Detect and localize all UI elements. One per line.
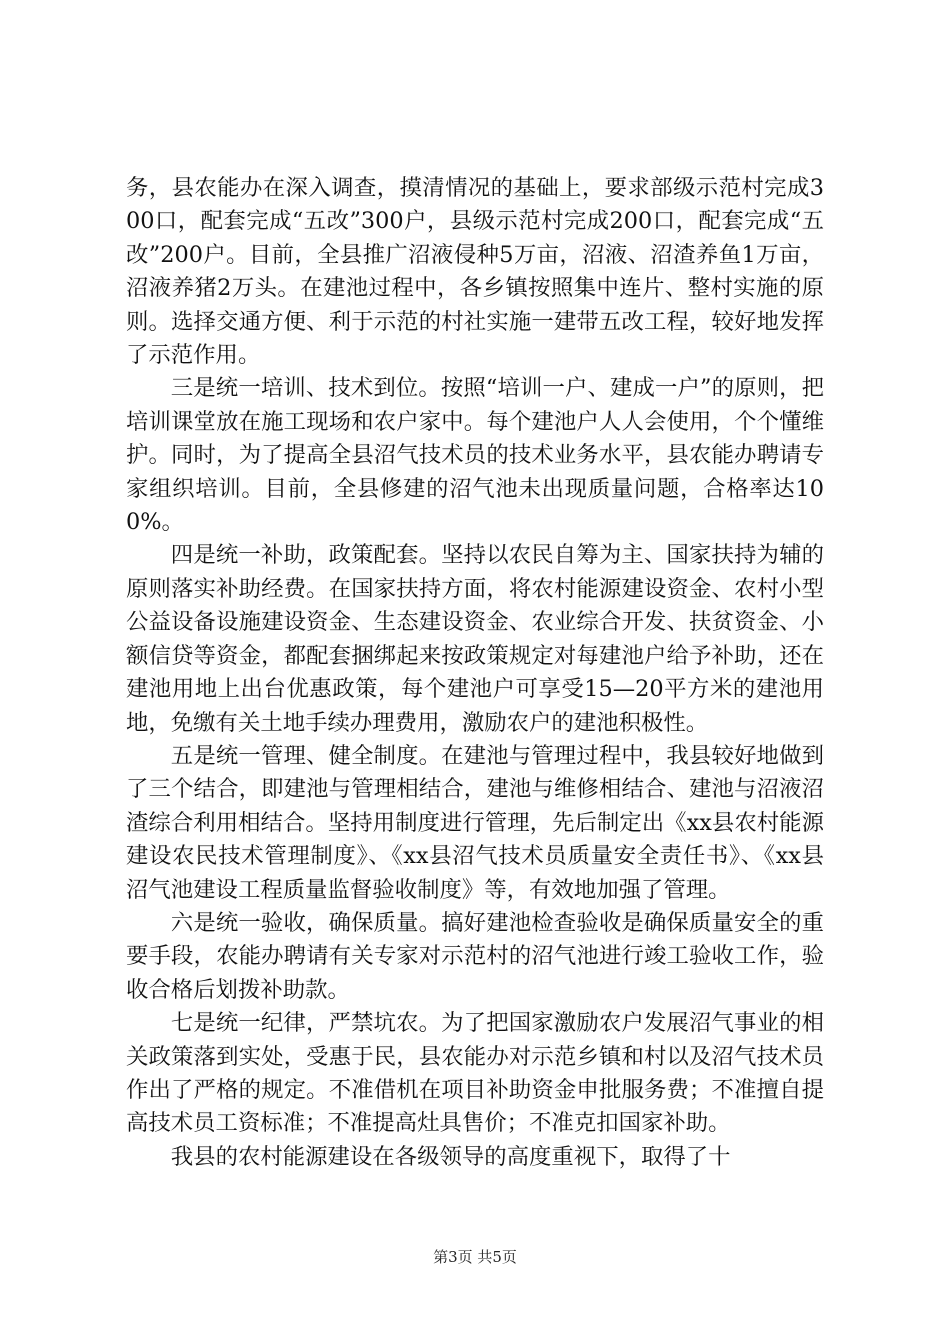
paragraph-training: 三是统一培训、技术到位。按照“培训一户、建成一户”的原则，把培训课堂放在施工现场和农户家中。每个建池户人人会使用，个个懂维护。同时，为了提高全县沼气技术员的技术业务水平，县农能办聘请专家组织培训。目前，全县修建的沼气池未出现质量问题，合格率达100%。: [126, 375, 824, 536]
paragraph-summary-start: 我县的农村能源建设在各级领导的高度重视下，取得了十: [170, 1143, 731, 1170]
paragraph-continued: 务，县农能办在深入调查，摸清情况的基础上，要求部级示范村完成300口，配套完成“五改”300户，县级示范村完成200口，配套完成“五改”200户。目前，全县推广沼液侵种5万亩，沼液、沼渣养鱼1万亩，沼液养猪2万头。在建池过程中，各乡镇按照集中连片、整村实施的原则。选择交通方便、利于示范的村社实施一建带五改工程，较好地发挥了示范作用。: [126, 175, 824, 369]
paragraph-subsidy: 四是统一补助，政策配套。坚持以农民自筹为主、国家扶持为辅的原则落实补助经费。在国家扶持方面，将农村能源建设资金、农村小型公益设备设施建设资金、生态建设资金、农业综合开发、扶贫资金、小额信贷等资金，都配套捆绑起来按政策规定对每建池户给予补助，还在建池用地上出台优惠政策，每个建池户可享受15—20平方米的建池用地，免缴有关土地手续办理费用，激励农户的建池积极性。: [126, 542, 824, 736]
page-number-footer: 第3页 共5页: [433, 1248, 517, 1266]
paragraph-acceptance: 六是统一验收，确保质量。搞好建池检查验收是确保质量安全的重要手段，农能办聘请有关专家对示范村的沼气池进行竣工验收工作，验收合格后划拨补助款。: [126, 909, 824, 1003]
document-body: [126, 172, 824, 1174]
paragraph-discipline: 七是统一纪律，严禁坑农。为了把国家激励农户发展沼气事业的相关政策落到实处，受惠于民，县农能办对示范乡镇和村以及沼气技术员作出了严格的规定。不准借机在项目补助资金申批服务费；不准擅自提高技术员工资标准；不准提高灶具售价；不准克扣国家补助。: [126, 1010, 824, 1137]
paragraph-management: 五是统一管理、健全制度。在建池与管理过程中，我县较好地做到了三个结合，即建池与管理相结合，建池与维修相结合、建池与沼液沼渣综合利用相结合。坚持用制度进行管理，先后制定出《xx县农村能源建设农民技术管理制度》、《xx县沼气技术员质量安全责任书》、《xx县沼气池建设工程质量监督验收制度》等，有效地加强了管理。: [126, 742, 824, 903]
